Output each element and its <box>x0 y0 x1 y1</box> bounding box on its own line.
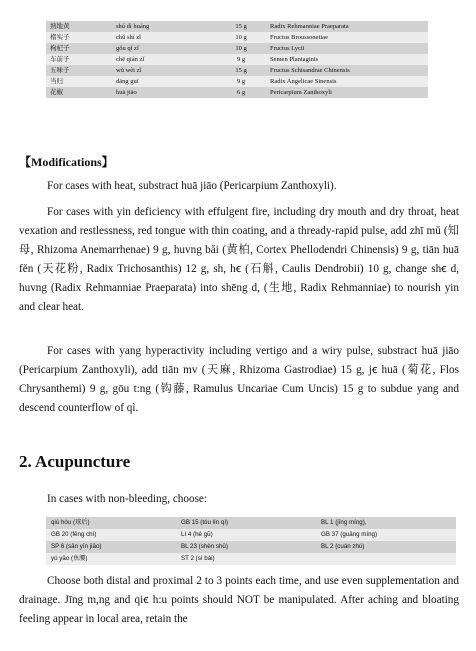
table-row <box>46 32 428 43</box>
herb-latin-name: Fructus Lycii <box>266 43 428 54</box>
table-row <box>46 87 428 98</box>
herb-chinese-name: 花椒 <box>46 87 112 98</box>
acupuncture-intro: In cases with non-bleeding, choose: <box>47 493 208 505</box>
herb-chinese-name: 当归 <box>46 76 112 87</box>
acupoint-cell <box>316 553 456 565</box>
herb-pinyin: dāng guī <box>112 76 216 87</box>
modification-paragraph-yin-deficiency: For cases with yin deficiency with effulgent fire, including dry mouth and dry throat, heat vexation and restlessness, red tongue with thin coating, and a thready-rapid pulse, add zhī mŭ (知母, Rhizoma Anemarrhenae) 9 g, huvng băi (黄柏, Cortex Phellodendri Chinensis) 9 g, tiān huā fěn (天花粉, Radix Trichosanthis) 12 g, sh, hꞓ (石斛, Caulis Dendrobii) 10 g, change shꞓ d, huvng (Radix Rehmanniae Praeparata) into shēng d, (生地, Radix Rehmanniae) to nourish yin and clear heat. <box>19 206 459 313</box>
herb-pinyin: gǒu qǐ zǐ <box>112 43 216 54</box>
acupoint-cell: SP 6 (sān yīn jiāo) <box>46 541 176 553</box>
herb-pinyin: chǔ shí zǐ <box>112 32 216 43</box>
table-row <box>46 65 428 76</box>
acupoint-cell: yú yāo (鱼腰) <box>46 553 176 565</box>
herb-chinese-name: 熟地黄 <box>46 21 112 32</box>
herb-latin-name: Fructus Broussonetiae <box>266 32 428 43</box>
herb-dose: 9 g <box>216 54 266 65</box>
table-row <box>46 541 456 553</box>
herb-dose: 10 g <box>216 32 266 43</box>
acupoint-cell: qiú hòu (球后) <box>46 517 176 529</box>
modification-paragraph-yang-hyperactivity: For cases with yang hyperactivity including vertigo and a wiry pulse, substract huā jiāo (Pericarpium Zanthoxyli), add tiān mv (天麻, Rhizoma Gastrodiae) 15 g, jꞓ huā (菊花, Flos Chrysanthemi) 9 g, gōu t:ng (钩藤, Ramulus Uncariae Cum Uncis) 15 g to subdue yang and descend counterflow of qì. <box>19 345 459 414</box>
table-row <box>46 21 428 32</box>
table-row <box>46 517 456 529</box>
herb-dose: 9 g <box>216 76 266 87</box>
acupoint-cell: ST 2 (sì bái) <box>176 553 316 565</box>
acupoint-table <box>46 517 456 565</box>
herb-latin-name: Pericarpium Zanthoxyli <box>266 87 428 98</box>
herb-pinyin: wǔ wèi zǐ <box>112 65 216 76</box>
acupoint-cell: GB 15 (tóu lín qì) <box>176 517 316 529</box>
herb-latin-name: Radix Rehmanniae Praeparata <box>266 21 428 32</box>
table-row <box>46 43 428 54</box>
acupuncture-instructions: Choose both distal and proximal 2 to 3 points each time, and use even supplementation and drainage. Jīng m,ng and qiꞓ h:u points should NOT be manipulated. After aching and bloating feeling appear in local area, retain the <box>19 575 459 625</box>
herb-dose: 15 g <box>216 65 266 76</box>
section-title-acupuncture: 2. Acupuncture <box>19 452 131 471</box>
modification-paragraph-heat: For cases with heat, substract huā jiāo (Pericarpium Zanthoxyli). <box>47 180 337 192</box>
table-row <box>46 553 456 565</box>
herb-chinese-name: 五味子 <box>46 65 112 76</box>
herb-dose: 10 g <box>216 43 266 54</box>
herb-chinese-name: 楮实子 <box>46 32 112 43</box>
herb-chinese-name: 车前子 <box>46 54 112 65</box>
herb-pinyin: shú dì huáng <box>112 21 216 32</box>
table-row <box>46 54 428 65</box>
herb-chinese-name: 枸杞子 <box>46 43 112 54</box>
acupoint-cell: GB 37 (guāng míng) <box>316 529 456 541</box>
herb-pinyin: chē qián zǐ <box>112 54 216 65</box>
table-row <box>46 76 428 87</box>
herb-formula-table <box>46 21 428 98</box>
herb-dose: 6 g <box>216 87 266 98</box>
herb-latin-name: Fructus Schisandrae Chinensis <box>266 65 428 76</box>
modifications-heading: 【Modifications】 <box>19 155 114 169</box>
table-row <box>46 529 456 541</box>
acupoint-cell: BL 23 (shèn shū) <box>176 541 316 553</box>
herb-latin-name: Radix Angelicae Sinensis <box>266 76 428 87</box>
acupoint-cell: LI 4 (hé gŭ) <box>176 529 316 541</box>
herb-pinyin: huā jiāo <box>112 87 216 98</box>
acupoint-cell: BL 1 (jīng míng), <box>316 517 456 529</box>
acupoint-cell: GB 20 (fēng chí) <box>46 529 176 541</box>
herb-dose: 15 g <box>216 21 266 32</box>
acupoint-cell: BL 2 (cuán zhú) <box>316 541 456 553</box>
herb-latin-name: Semen Plantaginis <box>266 54 428 65</box>
